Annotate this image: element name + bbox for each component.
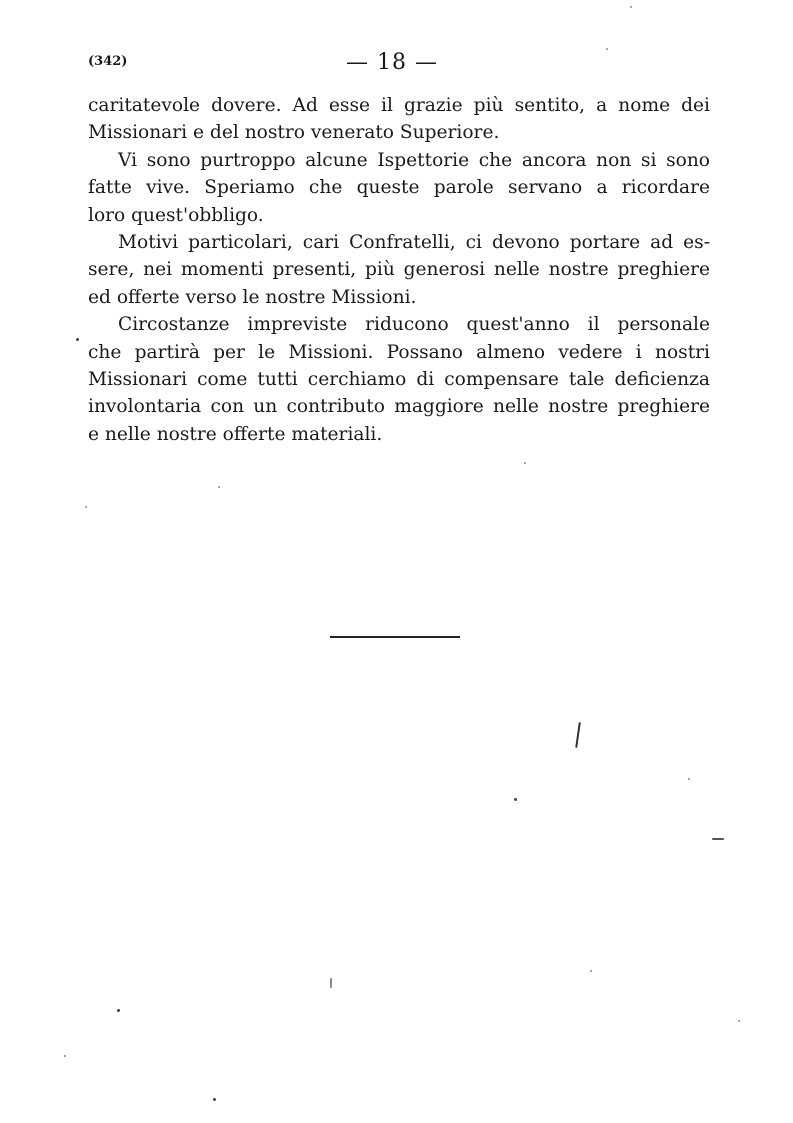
scan-speck [738, 1020, 740, 1022]
text-line: fatte vive. Speriamo che queste parole servano a ricordare [88, 177, 710, 199]
text-line: ed offerte verso le nostre Missioni. [88, 286, 417, 308]
text-line: Missionari come tutti cerchiamo di compensare tale deficienza [88, 369, 710, 391]
text-line: e nelle nostre offerte materiali. [88, 423, 383, 445]
scan-speck [85, 506, 87, 508]
text-line: Motivi particolari, cari Confratelli, ci devono portare ad es- [118, 232, 710, 254]
page-header [88, 50, 708, 80]
scan-speck [575, 722, 581, 748]
scan-speck [688, 778, 690, 780]
text-line: Circostanze impreviste riducono quest'anno il personale [118, 314, 710, 336]
scan-speck [514, 798, 517, 801]
page-number: — 18 — [346, 50, 438, 75]
scan-speck [630, 6, 632, 8]
scan-speck [524, 462, 526, 464]
scan-speck [218, 486, 220, 488]
text-line: caritatevole dovere. Ad esse il grazie più sentito, a nome dei [88, 95, 710, 116]
text-line: che partirà per le Missioni. Possano almeno vedere i nostri [88, 341, 710, 363]
text-line: Missionari e del nostro venerato Superiore. [88, 122, 500, 144]
scan-speck [606, 48, 608, 50]
scan-speck [64, 1055, 66, 1057]
issue-number: (342) [88, 54, 128, 69]
scan-speck [712, 838, 724, 840]
section-divider [330, 636, 460, 638]
text-line: involontaria con un contributo maggiore nelle nostre preghiere [88, 396, 710, 418]
scan-speck [330, 978, 332, 988]
scan-speck [590, 970, 592, 972]
scan-speck [117, 1009, 120, 1012]
scan-speck [76, 338, 79, 341]
text-line: sere, nei momenti presenti, più generosi nelle nostre preghiere [88, 259, 710, 281]
body-text [88, 92, 710, 448]
scan-speck [213, 1098, 216, 1101]
text-line: Vi sono purtroppo alcune Ispettorie che ancora non si sono [118, 149, 710, 171]
text-line: loro quest'obbligo. [88, 204, 264, 226]
